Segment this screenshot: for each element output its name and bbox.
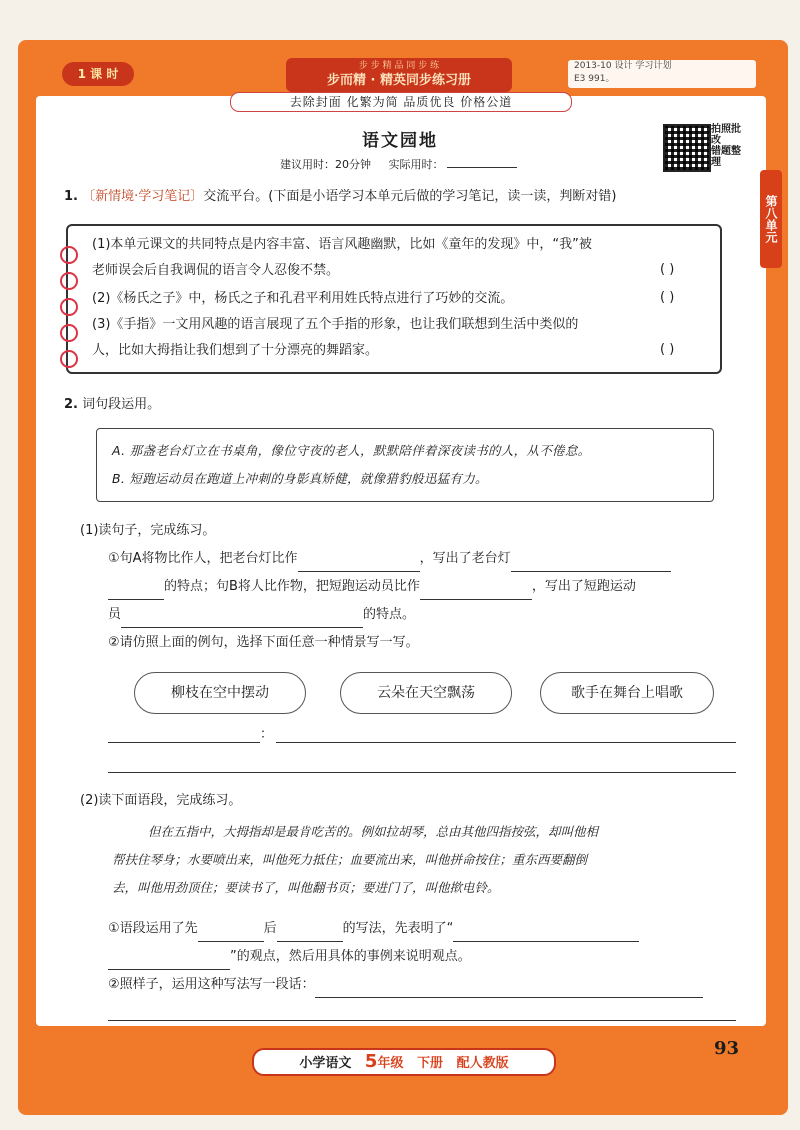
actual-time-label: 实际用时： [388, 158, 444, 171]
blank-field[interactable] [298, 555, 420, 572]
q2-number: 2. [64, 397, 78, 412]
q2-p3-d: ”的观点，然后用具体的事例来说明观点。 [230, 949, 471, 964]
q2-sub2: (2)读下面语段，完成练习。 [80, 793, 242, 808]
slogan: 去除封面 化繁为简 品质优良 价格公道 [230, 92, 572, 112]
q1-item3-line2: 人，比如大拇指让我们想到了十分漂亮的舞蹈家。 [92, 343, 379, 358]
q2-p1-a: ①句A将物比作人，把老台灯比作 [108, 551, 298, 566]
q2-p3-a: ①语段运用了先 [108, 921, 198, 936]
banner-top: 步 步 精 品 同 步 练 [358, 61, 440, 71]
q1-item1-line2: 老师误会后自我调侃的语言令人忍俊不禁。 [92, 263, 340, 278]
page-title: 语文园地 [362, 131, 438, 151]
q2-text: 词句段运用。 [82, 397, 161, 412]
q2-p1-b: ，写出了老台灯 [419, 551, 511, 566]
q2-p3-line2 [108, 944, 471, 970]
sentence-b: B. 短跑运动员在跑道上冲刺的身影真矫健，就像猎豹般迅猛有力。 [112, 471, 488, 486]
q2-p1-line1 [108, 546, 671, 572]
blank-field[interactable] [277, 925, 343, 942]
passage-line3: 去，叫他用劲顶住；要读书了，叫他翻书页；要进门了，叫他揿电铃。 [112, 880, 500, 895]
q1-text: 交流平台。(下面是小语学习本单元后做的学习笔记，读一读，判断对错) [203, 189, 617, 204]
writing-line[interactable] [108, 772, 736, 773]
q1-tag: 〔新情境·学习笔记〕 [82, 189, 204, 204]
footer-grade: 5 [364, 1051, 378, 1072]
q2-p3-c: 的写法，先表明了“ [342, 921, 454, 936]
blank-field[interactable] [121, 611, 363, 628]
writing-line[interactable] [108, 1020, 736, 1021]
passage [112, 818, 732, 902]
ring-icon [60, 298, 78, 316]
blank-field[interactable] [511, 555, 671, 572]
banner-main: 步而精 · 精英同步练习册 [327, 73, 471, 88]
qr-code-icon[interactable] [663, 124, 711, 172]
q2-p1-f: 的特点。 [363, 607, 416, 622]
q2-p1-c: 的特点；句B将人比作物，把短跑运动员比作 [164, 579, 420, 594]
q1-item1-line1: (1)本单元课文的共同特点是内容丰富、语言风趣幽默，比如《童年的发现》中，“我”被 [92, 237, 592, 252]
footer-volume: 下册 [417, 1056, 444, 1071]
q2-p3-line1 [108, 916, 639, 942]
q2-p1-line3 [108, 602, 415, 628]
writing-line[interactable] [315, 981, 703, 998]
footer-subject: 小学语文 [299, 1056, 352, 1071]
writing-line[interactable] [108, 742, 260, 743]
q2-p4-text: ②照样子，运用这种写法写一段话： [108, 977, 315, 992]
q1-item2: (2)《杨氏之子》中，杨氏之子和孔君平利用姓氏特点进行了巧妙的交流。 [92, 291, 514, 306]
q1-item3-line1: (3)《手指》一文用风趣的语言展现了五个手指的形象，也让我们联想到生活中类似的 [92, 317, 579, 332]
suggested-time: 建议用时：20分钟 [280, 158, 371, 171]
actual-time-field[interactable] [447, 157, 517, 168]
page-number: 93 [714, 1038, 740, 1059]
q2-p1-line2 [108, 574, 636, 600]
qr-caption: 拍照批改 错题整理 [711, 124, 741, 168]
q1-answer1[interactable]: ( ) [660, 262, 675, 277]
q2-sub1: (1)读句子，完成练习。 [80, 523, 216, 538]
colon: ： [260, 727, 274, 742]
q2-header [64, 392, 160, 418]
header-badge: 1 课 时 [62, 62, 134, 86]
q1-number: 1. [64, 189, 78, 204]
header-note-line1: 2013-10 设计 学习计划 [574, 61, 672, 71]
blank-field[interactable] [453, 925, 639, 942]
blank-field[interactable] [420, 583, 532, 600]
cloud-option-3[interactable]: 歌手在舞台上唱歌 [540, 672, 714, 714]
q2-p3-b: 后 [263, 921, 277, 936]
q2-p4 [108, 972, 703, 998]
blank-field[interactable] [108, 583, 164, 600]
q2-p1-e: 员 [108, 607, 122, 622]
passage-line1: 但在五指中，大拇指却是最肯吃苦的。例如拉胡琴，总由其他四指按弦，却叫他相 [148, 824, 599, 839]
q2-p2: ②请仿照上面的例句，选择下面任意一种情景写一写。 [108, 635, 419, 650]
writing-line[interactable] [276, 742, 736, 743]
q1-header [64, 184, 616, 210]
passage-line2: 帮扶住琴身；水要喷出来，叫他死力抵住；血要流出来，叫他拼命按住；重东西要翻倒 [112, 852, 588, 867]
cloud-option-2[interactable]: 云朵在天空飘荡 [340, 672, 512, 714]
time-line [280, 156, 517, 172]
footer-bar [252, 1048, 556, 1076]
unit-side-tab: 第八单元 [760, 170, 782, 268]
ring-icon [60, 324, 78, 342]
header-note [568, 60, 756, 88]
notebook-rings [60, 246, 78, 356]
ring-icon [60, 272, 78, 290]
blank-field[interactable] [108, 953, 230, 970]
q1-answer3[interactable]: ( ) [660, 342, 675, 357]
header-note-line2: E3 991。 [574, 74, 615, 84]
sentence-a: A. 那盏老台灯立在书桌角，像位守夜的老人，默默陪伴着深夜读书的人，从不倦怠。 [112, 443, 591, 458]
cloud-option-1[interactable]: 柳枝在空中摆动 [134, 672, 306, 714]
blank-field[interactable] [198, 925, 264, 942]
footer-edition: 配人教版 [456, 1056, 509, 1071]
footer-grade-suffix: 年级 [377, 1056, 404, 1071]
q2-p1-d: ，写出了短跑运动 [531, 579, 636, 594]
ring-icon [60, 350, 78, 368]
header-banner [286, 58, 512, 92]
q1-answer2[interactable]: ( ) [660, 290, 675, 305]
ring-icon [60, 246, 78, 264]
